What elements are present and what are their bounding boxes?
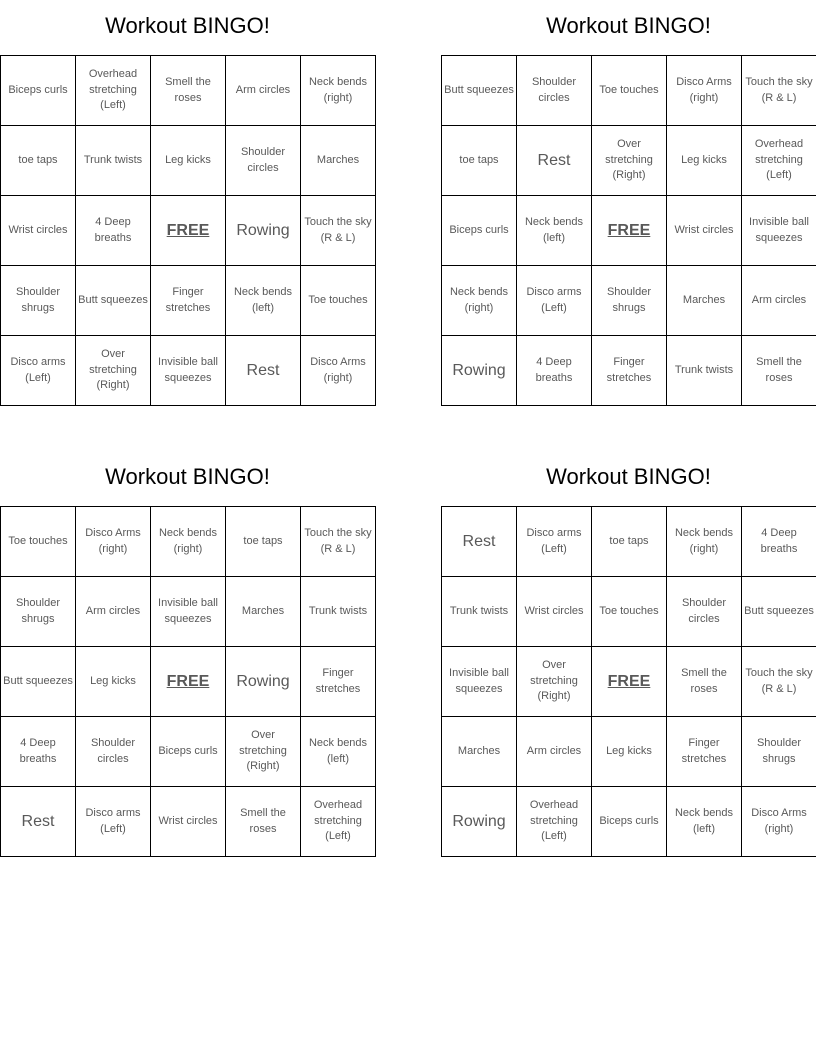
bingo-cell: Trunk twists [442,577,517,647]
bingo-cell: Finger stretches [151,266,226,336]
bingo-cell: Butt squeezes [76,266,151,336]
bingo-cell: Shoulder circles [76,717,151,787]
bingo-cell: Neck bends (right) [151,507,226,577]
bingo-cell: Touch the sky (R & L) [742,56,816,126]
bingo-row [442,717,816,787]
bingo-cell: Invisible ball squeezes [151,336,226,406]
bingo-cell: Rest [442,507,517,577]
bingo-cell: Finger stretches [301,647,376,717]
bingo-cell: Overhead stretching (Left) [742,126,816,196]
bingo-cell: Over stretching (Right) [226,717,301,787]
free-space-cell: FREE [151,196,226,266]
bingo-grid [441,506,816,857]
bingo-cell: Marches [442,717,517,787]
bingo-cell: Shoulder circles [226,126,301,196]
bingo-cell: Neck bends (right) [301,56,376,126]
bingo-cell: Wrist circles [667,196,742,266]
bingo-cell: Toe touches [301,266,376,336]
bingo-cell: Biceps curls [151,717,226,787]
bingo-cell: Shoulder circles [517,56,592,126]
card-title: Workout BINGO! [105,464,270,489]
bingo-row [442,56,816,126]
bingo-row [1,717,376,787]
bingo-cell: Disco Arms (right) [301,336,376,406]
bingo-cell: Disco arms (Left) [517,266,592,336]
bingo-cell: Butt squeezes [742,577,816,647]
bingo-row [1,577,376,647]
card-title: Workout BINGO! [546,464,711,489]
bingo-row [1,196,376,266]
bingo-cell: Rest [226,336,301,406]
bingo-cell: Disco Arms (right) [76,507,151,577]
free-space-cell: FREE [151,647,226,717]
bingo-cell: Neck bends (left) [226,266,301,336]
bingo-cell: Arm circles [742,266,816,336]
bingo-cell: Touch the sky (R & L) [301,196,376,266]
bingo-cell: 4 Deep breaths [742,507,816,577]
bingo-cell: Wrist circles [1,196,76,266]
bingo-cell: 4 Deep breaths [1,717,76,787]
bingo-grid [0,506,376,857]
bingo-row [442,507,816,577]
bingo-cell: Toe touches [592,56,667,126]
bingo-cell: Biceps curls [1,56,76,126]
bingo-cell: Neck bends (left) [517,196,592,266]
bingo-cell: toe taps [442,126,517,196]
bingo-row [1,126,376,196]
bingo-cell: Disco arms (Left) [1,336,76,406]
bingo-row [1,647,376,717]
bingo-cell: Disco Arms (right) [742,787,816,857]
bingo-cell: 4 Deep breaths [517,336,592,406]
bingo-cell: Shoulder shrugs [592,266,667,336]
bingo-cell: Neck bends (right) [442,266,517,336]
bingo-row [1,56,376,126]
bingo-cell: Marches [301,126,376,196]
bingo-cell: Marches [667,266,742,336]
bingo-cell: Trunk twists [301,577,376,647]
bingo-cell: Disco arms (Left) [76,787,151,857]
bingo-cell: Smell the roses [151,56,226,126]
bingo-cell: Neck bends (left) [301,717,376,787]
bingo-cell: Disco arms (Left) [517,507,592,577]
bingo-row [442,266,816,336]
bingo-cell: Biceps curls [442,196,517,266]
bingo-cell: Invisible ball squeezes [442,647,517,717]
bingo-row [442,647,816,717]
bingo-cell: Neck bends (right) [667,507,742,577]
bingo-cell: Rowing [442,336,517,406]
bingo-cell: Arm circles [76,577,151,647]
bingo-cell: Leg kicks [76,647,151,717]
free-space-cell: FREE [592,196,667,266]
bingo-cell: Trunk twists [76,126,151,196]
bingo-cell: Shoulder shrugs [1,577,76,647]
bingo-grid [0,55,376,406]
bingo-row [442,196,816,266]
card-title: Workout BINGO! [105,13,270,38]
bingo-cell: Trunk twists [667,336,742,406]
bingo-cell: Shoulder shrugs [742,717,816,787]
bingo-row [442,577,816,647]
bingo-cell: Toe touches [1,507,76,577]
bingo-cell: Smell the roses [667,647,742,717]
bingo-cell: Over stretching (Right) [76,336,151,406]
bingo-cell: Smell the roses [226,787,301,857]
bingo-cell: Butt squeezes [442,56,517,126]
bingo-cell: Leg kicks [592,717,667,787]
bingo-row [442,126,816,196]
bingo-cell: 4 Deep breaths [76,196,151,266]
bingo-cell: Invisible ball squeezes [742,196,816,266]
bingo-grid [441,55,816,406]
card-title: Workout BINGO! [546,13,711,38]
bingo-cell: Touch the sky (R & L) [742,647,816,717]
bingo-cell: Arm circles [517,717,592,787]
bingo-row [442,336,816,406]
bingo-row [1,787,376,857]
bingo-cell: Shoulder shrugs [1,266,76,336]
bingo-cell: Wrist circles [517,577,592,647]
bingo-cell: Biceps curls [592,787,667,857]
bingo-cell: toe taps [592,507,667,577]
bingo-cell: Finger stretches [592,336,667,406]
bingo-cell: Finger stretches [667,717,742,787]
bingo-row [1,336,376,406]
bingo-cell: Butt squeezes [1,647,76,717]
bingo-cell: Leg kicks [667,126,742,196]
bingo-row [1,507,376,577]
bingo-row [442,787,816,857]
bingo-cell: Rest [517,126,592,196]
bingo-cell: Rowing [442,787,517,857]
bingo-cell: Toe touches [592,577,667,647]
bingo-cell: Disco Arms (right) [667,56,742,126]
bingo-row [1,266,376,336]
bingo-cell: Smell the roses [742,336,816,406]
bingo-cell: Shoulder circles [667,577,742,647]
bingo-cell: Rowing [226,647,301,717]
bingo-cell: Overhead stretching (Left) [517,787,592,857]
bingo-cell: toe taps [1,126,76,196]
bingo-cell: Neck bends (left) [667,787,742,857]
free-space-cell: FREE [592,647,667,717]
bingo-cell: Overhead stretching (Left) [76,56,151,126]
bingo-cell: Over stretching (Right) [592,126,667,196]
bingo-cell: Touch the sky (R & L) [301,507,376,577]
bingo-cell: Over stretching (Right) [517,647,592,717]
bingo-cell: Overhead stretching (Left) [301,787,376,857]
bingo-cell: Rest [1,787,76,857]
bingo-cell: toe taps [226,507,301,577]
bingo-cell: Marches [226,577,301,647]
bingo-cell: Wrist circles [151,787,226,857]
bingo-cell: Arm circles [226,56,301,126]
bingo-cell: Invisible ball squeezes [151,577,226,647]
bingo-cell: Leg kicks [151,126,226,196]
bingo-cell: Rowing [226,196,301,266]
